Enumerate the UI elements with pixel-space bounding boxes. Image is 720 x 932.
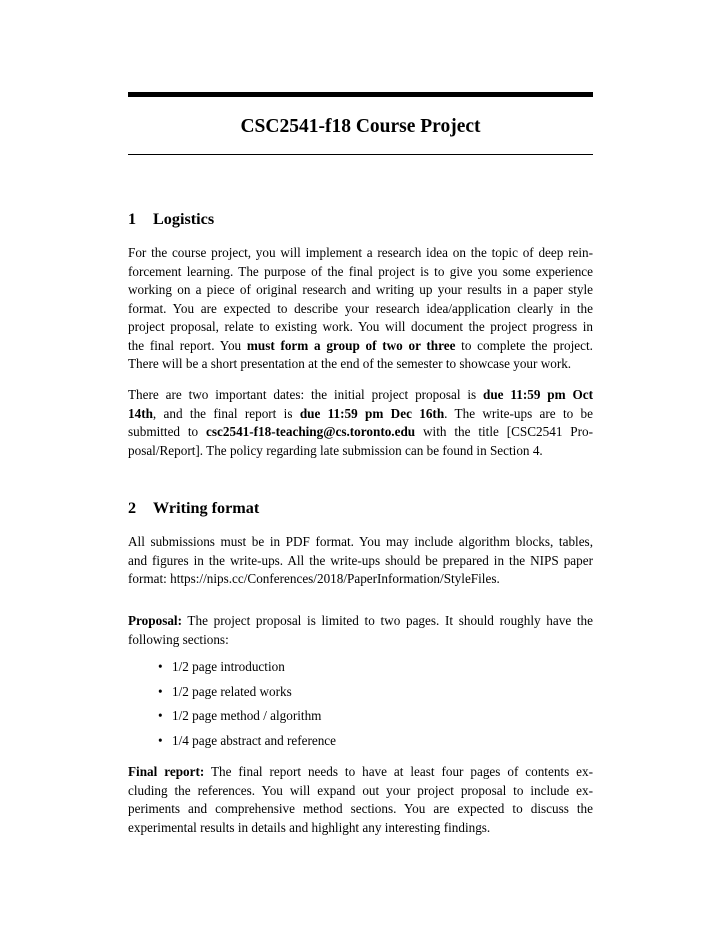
text-line: submitted to csc2541-f18-teaching@cs.toronto.edu with the title [CSC2541 Pro-: [128, 424, 594, 439]
final-report-label: Final report:: [128, 764, 205, 779]
bullet-icon: •: [158, 708, 163, 723]
text-line: All submissions must be in PDF format. You may include algorithm blocks, tables,: [128, 534, 593, 549]
submission-email: csc2541-f18-teaching@cs.toronto.edu: [206, 424, 416, 439]
text-line: following sections:: [128, 631, 229, 647]
document-title: CSC2541-f18 Course Project: [240, 116, 481, 137]
text-line: Final report: The final report needs to have at least four pages of contents ex-: [128, 764, 593, 779]
text-line: project proposal, relate to existing work. You will document the project progress in: [128, 319, 593, 334]
writing-paragraph-1: [128, 533, 593, 589]
title-bottom-rule: [128, 154, 593, 155]
group-requirement: must form a group of two or three: [246, 337, 456, 353]
proposal-label: Proposal:: [128, 613, 182, 628]
text-line: periments and comprehensive method sections. You are expected to discuss the: [128, 801, 593, 816]
text-line: and figures in the write-ups. All the write-ups should be prepared in the NIPS paper: [128, 552, 593, 568]
text-line: experimental results in details and highlight any interesting findings.: [128, 819, 491, 835]
text-line: format: https://nips.cc/Conferences/2018/PaperInformation/StyleFiles.: [128, 571, 500, 586]
list-item: • 1/4 page abstract and reference: [158, 732, 337, 748]
text-line: working on a piece of original research and writing up your results in a paper style: [128, 282, 593, 297]
proposal-paragraph: [128, 612, 593, 649]
section-title: Logistics: [153, 210, 215, 228]
text-line: Proposal: The project proposal is limited to two pages. It should roughly have the: [128, 613, 593, 628]
text-line: forcement learning. The purpose of the final project is to give you some experience: [128, 263, 593, 279]
list-item: • 1/2 page introduction: [158, 659, 285, 674]
text-line: cluding the references. You will expand out your project proposal to include ex-: [128, 782, 593, 798]
section-heading-logistics: [128, 209, 593, 229]
logistics-paragraph-1: [128, 244, 593, 374]
text-line: the final report. You must form a group of two or three to complete the project.: [128, 337, 593, 353]
text-line: posal/Report]. The policy regarding late submission can be found in Section 4.: [128, 442, 543, 458]
list-item: • 1/2 page method / algorithm: [158, 708, 322, 723]
proposal-deadline: due 11:59 pm Oct: [483, 387, 593, 402]
section-title: Writing format: [153, 499, 260, 517]
bullet-icon: •: [158, 659, 163, 674]
list-item: • 1/2 page related works: [158, 683, 292, 699]
bullet-icon: •: [158, 732, 163, 748]
text-line: There will be a short presentation at the end of the semester to showcase your work.: [128, 356, 572, 371]
section-heading-writing-format: [128, 498, 593, 518]
proposal-sections-list: [158, 658, 578, 756]
text-line: 14th, and the final report is due 11:59 pm Dec 16th. The write-ups are to be: [128, 405, 593, 421]
bullet-icon: •: [158, 683, 163, 699]
text-line: format. You are expected to describe your research idea/application clearly in the: [128, 300, 593, 316]
text-line: For the course project, you will implement a research idea on the topic of deep rein-: [128, 245, 593, 260]
section-number: 1: [128, 210, 137, 228]
final-report-paragraph: [128, 763, 593, 837]
logistics-paragraph-2: [128, 386, 593, 460]
report-deadline: due 11:59 pm Dec 16th: [299, 405, 445, 421]
text-line: There are two important dates: the initial project proposal is due 11:59 pm Oct: [128, 387, 593, 402]
title-top-rule: [128, 92, 593, 97]
section-number: 2: [128, 499, 137, 517]
